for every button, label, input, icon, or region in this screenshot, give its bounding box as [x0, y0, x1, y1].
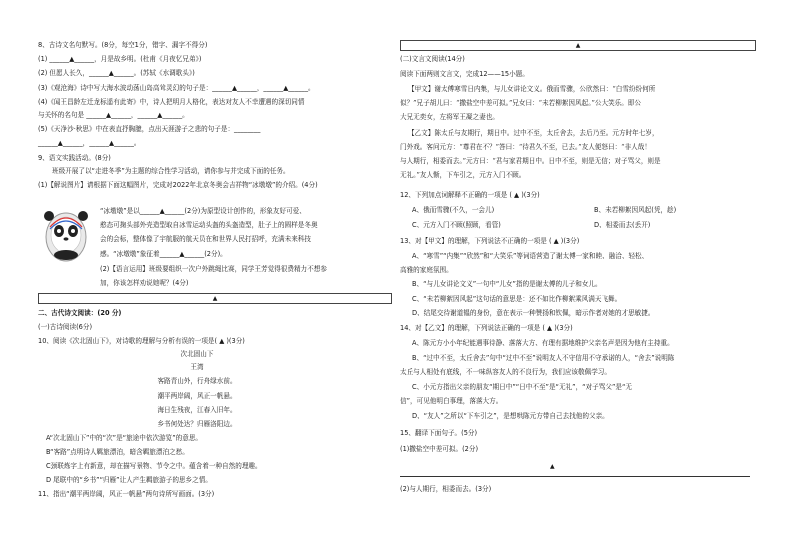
- q13-option-d: D、结尾交待谢道韫的身份，意在表示一种赞扬和钦佩，暗示作者对她的才思敏捷。: [412, 309, 655, 317]
- q13-option-a-cont: 高雅的家庭氛围。: [400, 266, 453, 274]
- q14-option-b-cont: 太丘与人相处有底线，不一味纵容友人的不良行为，我们应该敬佩学习。: [400, 368, 611, 376]
- q14-option-a: A、陈元方小小年纪能遇事待静、落落大方、有理有据地维护父亲名声是因为他有主持重。: [412, 339, 674, 347]
- q12-title: 12、下列加点词解释不正确的一项是 ( ▲ )(3分): [400, 191, 540, 199]
- answer-line[interactable]: [400, 476, 750, 477]
- poem-line: 客路青山外，行舟绿水前。: [157, 377, 237, 385]
- section-title: (二)文言文阅读(14分): [400, 55, 465, 63]
- q9-1-line1: “冰墩墩”是以______▲______(2分)为原型设计创作的，形象友好可爱、: [100, 207, 306, 215]
- q14-option-d: D、“友人”之所以“下车引之”，是想哄陈元方带自己去找他的父亲。: [412, 412, 609, 420]
- q14-title: 14、对【乙文】的理解，下列说法正确的一项是 ( ▲ )(3分): [400, 324, 573, 332]
- yi-text: 无礼。”友人惭，下车引之，元方入门不顾。: [400, 171, 526, 179]
- poem-line: 海日生残夜，江春入旧年。: [157, 406, 237, 414]
- q10-title: 10、阅读《次北固山下》，对诗歌的理解与分析有误的一项是( ▲ )(3分): [38, 337, 245, 345]
- q8-title: 8、古诗文名句默写。(8分，每空1分，错字、漏字不得分): [38, 41, 208, 49]
- q9-2b: 加，你该怎样劝说她呢？(4分): [100, 279, 189, 287]
- q12-option-a: A、俄而雪骤(不久，一会儿): [412, 206, 495, 214]
- poem-line: 乡书何处达？归雁洛阳边。: [157, 420, 237, 428]
- q14-option-b: B、“过中不至，太丘舍去”句中“过中不至”说明友人不守信用不守承诺的人，“舍去”说明陈: [412, 354, 675, 362]
- q15-2: (2)与人期行，相委而去。(3分): [400, 485, 492, 493]
- q14-option-c: C、小元方指出父亲的朋友“期日中”“日中不至”是“无礼”，“对子骂父”是“无: [412, 383, 632, 391]
- answer-mark: ▲: [575, 42, 581, 49]
- mascot-image: [42, 207, 90, 263]
- q8-1: (1) ______▲______，月是故乡明。(杜甫《月夜忆兄弟》): [38, 55, 202, 63]
- q13-title: 13、对【甲文】的理解，下列说法不正确的一项是 ( ▲ )(3分): [400, 237, 580, 245]
- q15-title: 15、翻译下面句子。(5分): [400, 429, 478, 437]
- q9-1: (1)【解说图片】请根据下面这幅图片，完成对2022年北京冬奥会吉祥物“冰墩墩”的介绍。(4分): [38, 181, 318, 189]
- q11-title: 11、指出“潮平两岸阔，风正一帆悬”两句诗所写画面。(3分): [38, 490, 215, 498]
- q8-4: (4)《闻王昌龄左迁龙标遥有此寄》中，诗人把明月人格化，表达对友人不幸遭遇的深切同情: [38, 98, 305, 106]
- q14-option-c-cont: 信”，可见他明白事理，落落大方。: [400, 397, 503, 405]
- q9-1-line4: 感。“冰墩墩”象征着______▲______(2分)。: [100, 250, 227, 258]
- q15-1: (1)撒盐空中差可拟。(2分): [400, 445, 479, 453]
- q10-option-b: B“客路”点明诗人羁旅漂泊，暗含羁旅漂泊之愁。: [46, 448, 189, 456]
- q13-option-a: A、“寒雪”“内集”“欣然”和“大笑乐”等词语营造了谢太傅一家和睦、融洽、轻松、: [412, 252, 649, 260]
- section-intro: 阅读下面两则文言文，完成12——15小题。: [400, 70, 529, 78]
- poem-title: 次北固山下: [180, 350, 214, 358]
- q12-option-c: C、元方入门不顾(照顾，看管): [412, 221, 501, 229]
- q9-1-line3: 会的会标，整体像了宇航服的航天员在和世界人民打招呼，充满未来科技: [100, 235, 311, 243]
- answer-box-q9[interactable]: [38, 293, 392, 304]
- section2-title: 二、古代诗文阅读：(20 分): [38, 309, 122, 317]
- q8-5b: ______▲______，______▲______。: [38, 139, 141, 147]
- q9-title: 9、语文实践活动。(8分): [38, 154, 111, 162]
- q12-option-d: D、相委而去(丢开): [594, 221, 651, 229]
- q9-2: (2)【语言运用】班级要组织一次户外跳绳比赛，同学王芳觉得很费精力不想参: [100, 265, 327, 273]
- answer-box-top[interactable]: [400, 40, 756, 51]
- q8-2: (2) 但愿人长久，______▲______。(苏轼《水调歌头》): [38, 69, 195, 77]
- section2-sub: (一)古诗阅读(6分): [38, 323, 93, 331]
- q9-1-line2: 憨态可掬头部外壳造型取自冰雪运动头盔的头盔造型，肚子上的圆样是冬奥: [100, 221, 318, 229]
- answer-mark: ▲: [212, 295, 218, 302]
- poem-line: 潮平两岸阔，风正一帆悬。: [157, 392, 237, 400]
- q8-5: (5)《天净沙·秋思》中在表直抒胸臆，点出天涯游子之悲的句子是：________: [38, 125, 261, 133]
- yi-text: 门外戏。客问元方：“尊君在不？”答曰：“待君久不至，已去。”友人便怒曰：“非人哉！: [400, 143, 651, 151]
- yi-text: 与人期行，相委而去。”元方曰：“君与家君期日中。日中不至，则是无信；对子骂父，则是: [400, 157, 661, 165]
- jia-text: 大兄无奕女，左将军王凝之妻也。: [400, 113, 499, 121]
- q10-option-c: C颈联炼字上有新意，却在描写景物、节令之中。蕴含着一种自然的理趣。: [46, 462, 262, 470]
- yi-text: 【乙文】陈太丘与友期行，期日中。过中不至，太丘舍去，去后乃至。元方时年七岁，: [408, 129, 659, 137]
- poem-author: 王湾: [190, 363, 204, 371]
- q13-option-c: C、“未若柳絮因风起”这句话的意思是：还不如比作柳絮乘风满天飞舞。: [412, 295, 622, 303]
- q8-3: (3)《观沧海》诗中写大海水波动荡山岛高耸灵幻的句子是：______▲______，______▲______。: [38, 84, 315, 92]
- jia-text: 似？”兄子胡儿曰：“撒盐空中差可拟。”兄女曰：“未若柳絮因风起。”公大笑乐。即公: [400, 99, 642, 107]
- jia-text: 【甲文】谢太傅寒雪日内集，与儿女讲论文义。俄而雪骤，公欣然曰：“白雪纷纷何所: [408, 85, 656, 93]
- q10-option-d: D 尾联中的“乡书”“归雁”让人产生羁旅游子的思乡之情。: [46, 476, 212, 484]
- q9-intro: 班级开展了以“走进冬季”为主题的综合性学习活动，请你参与并完成下面的任务。: [52, 167, 290, 175]
- q13-option-b: B、“与儿女讲论文义”一句中“儿女”指的是谢太傅的儿子和女儿。: [412, 280, 602, 288]
- q8-4b: 与关怀的名句是 ______▲______，______▲______。: [38, 111, 189, 119]
- answer-mark: ▲: [550, 463, 555, 470]
- q12-option-b: B、未若柳絮因风起(凭，趁): [594, 206, 677, 214]
- q10-option-a: A“次北固山下”中的“次”是“旅途中依次游览”的意思。: [46, 434, 203, 442]
